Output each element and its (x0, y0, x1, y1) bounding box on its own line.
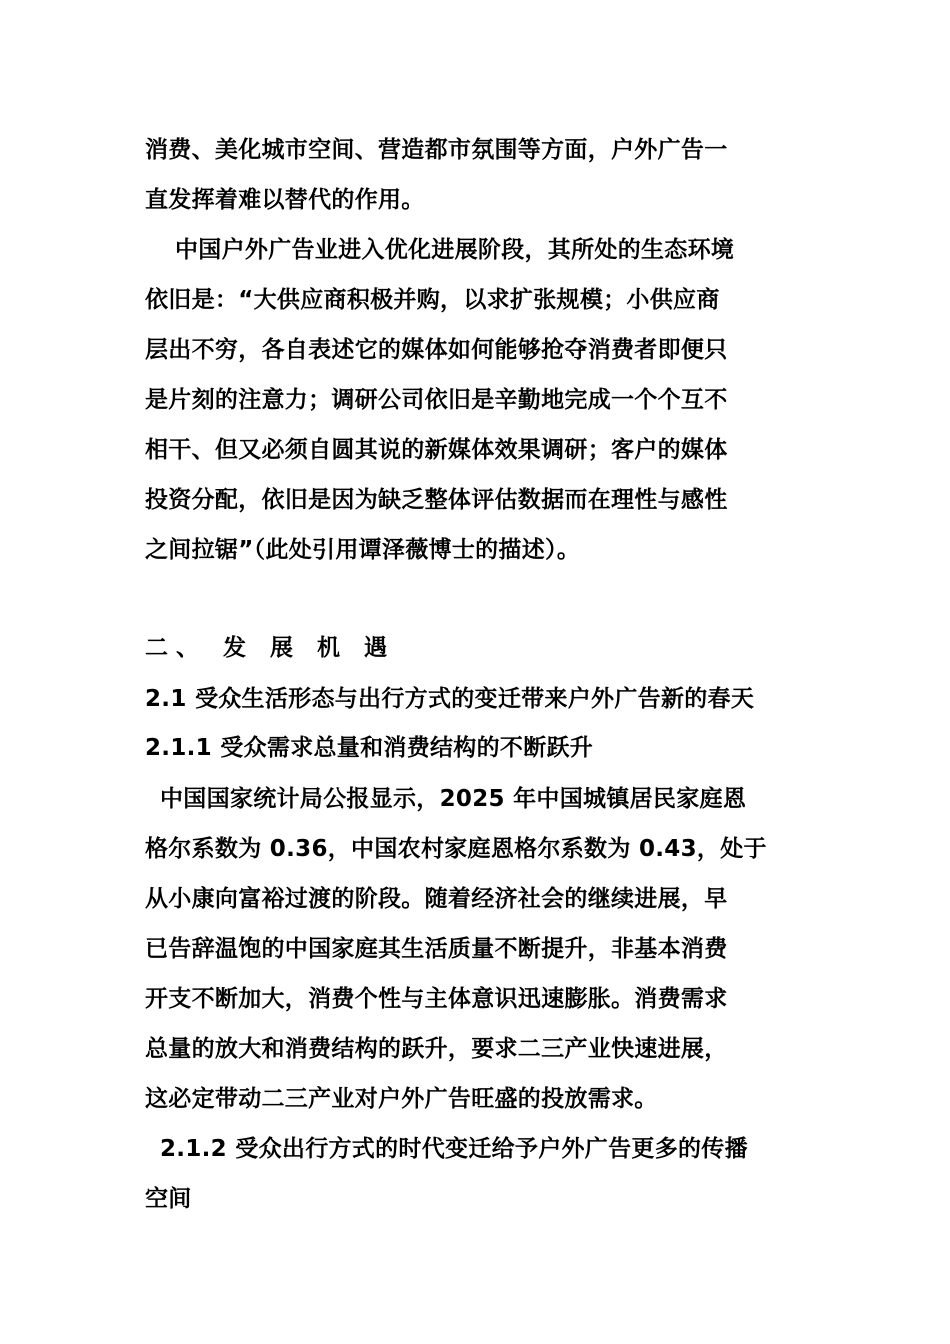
paragraph-line: 是片刻的注意力；调研公司依旧是辛勤地完成一个个互不 (145, 387, 728, 413)
section-heading: 二、 发 展 机 遇 (145, 635, 396, 661)
paragraph-line: 中国国家统计局公报显示，2025 年中国城镇居民家庭恩 (160, 786, 747, 812)
paragraph-line: 开支不断加大，消费个性与主体意识迅速膨胀。消费需求 (145, 986, 728, 1012)
subsection-heading: 2.1.2 受众出行方式的时代变迁给予户外广告更多的传播 (160, 1136, 748, 1162)
paragraph-line: 层出不穷，各自表述它的媒体如何能够抢夺消费者即便只 (145, 337, 728, 363)
subsection-heading: 2.1.1 受众需求总量和消费结构的不断跃升 (145, 735, 594, 761)
paragraph-line: 中国户外广告业进入优化进展阶段，其所处的生态环境 (175, 237, 735, 263)
paragraph-line: 从小康向富裕过渡的阶段。随着经济社会的继续进展，早 (145, 886, 728, 912)
paragraph-line: 消费、美化城市空间、营造都市氛围等方面，户外广告一 (145, 137, 728, 163)
paragraph-line: 总量的放大和消费结构的跃升，要求二三产业快速进展， (145, 1036, 728, 1062)
subsection-heading: 空间 (145, 1186, 192, 1212)
paragraph-line: 直发挥着难以替代的作用。 (145, 187, 425, 213)
paragraph-line: 之间拉锯”（此处引用谭泽薇博士的描述）。 (145, 537, 581, 563)
paragraph-line: 已告辞温饱的中国家庭其生活质量不断提升，非基本消费 (145, 936, 728, 962)
paragraph-line: 这必定带动二三产业对户外广告旺盛的投放需求。 (145, 1086, 658, 1112)
paragraph-line: 相干、但又必须自圆其说的新媒体效果调研；客户的媒体 (145, 437, 728, 463)
paragraph-line: 依旧是：“大供应商积极并购，以求扩张规模；小供应商 (145, 287, 720, 313)
subsection-heading: 2.1 受众生活形态与出行方式的变迁带来户外广告新的春天 (145, 686, 755, 712)
paragraph-line: 格尔系数为 0.36，中国农村家庭恩格尔系数为 0.43，处于 (145, 836, 767, 862)
paragraph-line: 投资分配，依旧是因为缺乏整体评估数据而在理性与感性 (145, 487, 728, 513)
